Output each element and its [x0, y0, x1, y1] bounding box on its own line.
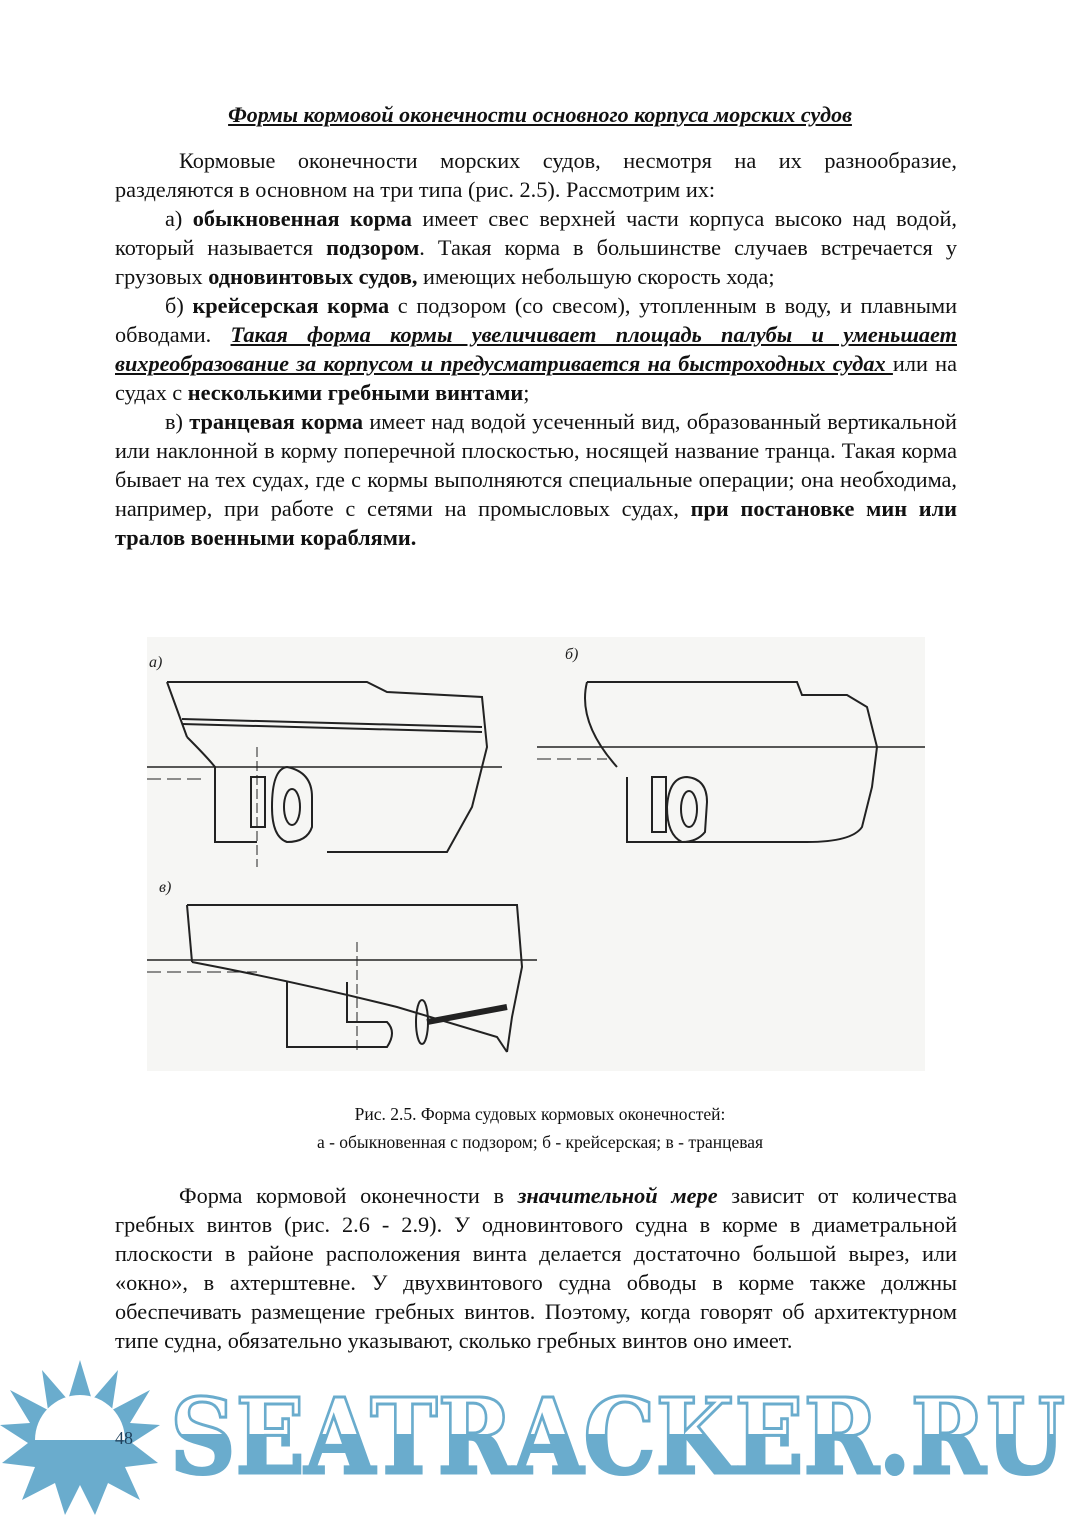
label-a: а): [149, 654, 163, 671]
term-ordinary-stern: обыкновенная корма: [192, 206, 412, 231]
text: имеет свес верхней части корпуса высоко над водой, который называется: [115, 206, 957, 260]
paragraph-c: [115, 407, 957, 552]
figure-stern-shapes: [147, 637, 925, 1071]
paragraph-a: [115, 204, 957, 291]
page-number: 48: [115, 1428, 133, 1448]
text: с подзором (со свесом), утопленным в воду, и плавными обводами.: [115, 293, 957, 347]
sun-logo-icon: [0, 1360, 160, 1515]
text: . Такая корма в большинстве случаев встречается у грузовых: [115, 235, 957, 289]
label-b: б): [565, 646, 579, 663]
text: ;: [523, 380, 530, 405]
label-c: в): [159, 879, 172, 896]
figure-caption: [0, 1100, 1080, 1156]
text: или на судах с: [115, 351, 957, 405]
term-single-screw: одновинтовых судов,: [208, 264, 418, 289]
paragraph-screws: [115, 1181, 957, 1355]
caption-line-1: Рис. 2.5. Форма судовых кормовых оконечностей:: [354, 1104, 726, 1124]
drawing-ordinary-stern: [147, 654, 502, 867]
body-text-bottom: [115, 1181, 957, 1355]
caption-line-2: а - обыкновенная с подзором; б - крейсерская; в - транцевая: [316, 1132, 764, 1152]
term-multiple-screws: несколькими гребными винтами: [187, 380, 524, 405]
text: б): [165, 293, 193, 318]
text: в): [165, 409, 190, 434]
term-transom-stern: транцевая корма: [189, 409, 364, 434]
watermark-text: SEATRACKER.RU: [170, 1375, 1065, 1498]
drawing-cruiser-stern: [537, 646, 925, 842]
drawing-transom-stern: [147, 879, 537, 1052]
emphasis-text: значительной мере: [517, 1183, 718, 1208]
term-overhang: подзором: [326, 235, 420, 260]
section-title: Формы кормовой оконечности основного корпуса морских судов: [228, 102, 852, 127]
term-military: при постановке мин или тралов военными кораблями.: [115, 496, 958, 550]
text: Форма кормовой оконечности в: [179, 1183, 518, 1208]
text: имеет над водой усеченный вид, образованный вертикальной или наклонной в корму поперечной плоскостью, носящей название транца. Такая корма бывает на тех судах, где с кормы выполняются специальные операции; она необходима, например, при работе с сетями на промысловых судах,: [115, 409, 957, 521]
text: а): [165, 206, 193, 231]
paragraph-intro: Кормовые оконечности морских судов, несмотря на их разнообразие, разделяются в основном на три типа (рис. 2.5). Рассмотрим их:: [115, 148, 957, 202]
seatracker-watermark: [0, 1355, 1080, 1515]
term-cruiser-stern: крейсерская корма: [192, 293, 390, 318]
emphasis-text: Такая форма кормы увеличивает площадь палубы и уменьшает вихреобразование за корпусом и предусматривается на быстроходных судах: [115, 322, 957, 376]
body-text-top: [115, 146, 957, 552]
text: имеющих небольшую скорость хода;: [417, 264, 775, 289]
paragraph-b: [115, 291, 957, 407]
text: зависит от количества гребных винтов (рис. 2.6 - 2.9). У одновинтового судна в корме в диаметральной плоскости в районе расположения винта делается достаточно большой вырез, или «окно», в ахтерштевне. У двухвинтового судна обводы в корме также должны обеспечивать размещение гребных винтов. Поэтому, когда говорят об архитектурном типе судна, обязательно указывают, сколько гребных винтов оно имеет.: [115, 1183, 957, 1353]
